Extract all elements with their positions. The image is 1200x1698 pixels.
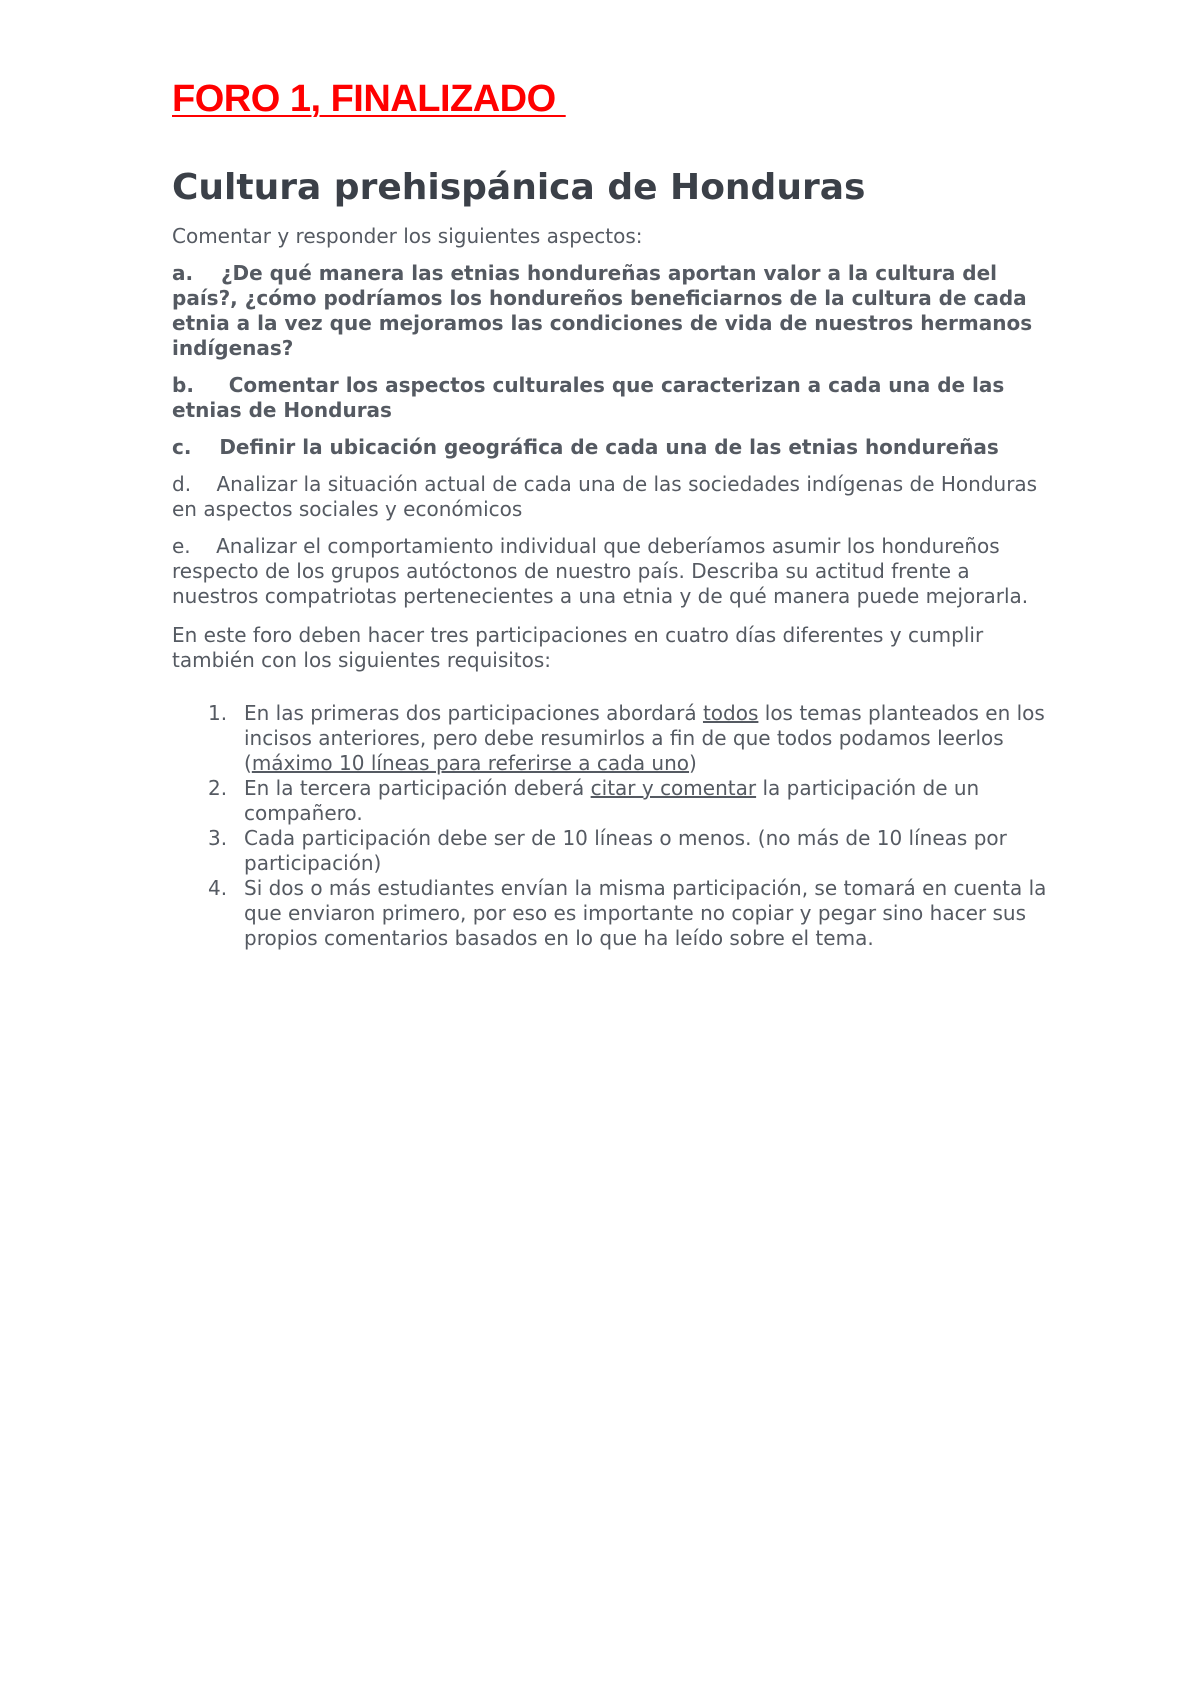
- intro-text: Comentar y responder los siguientes aspectos:: [172, 224, 643, 248]
- question-text: Analizar el comportamiento individual que deberíamos asumir los hondureños respecto de los grupos autóctonos de nuestro país. Describa su actitud frente a nuestros compatriotas pertenecientes a una etnia y de qué manera puede mejorarla.: [172, 534, 1029, 608]
- question-d: [172, 472, 1052, 522]
- requirements-list: [172, 701, 1052, 951]
- status-banner: FORO 1, FINALIZADO: [172, 78, 566, 120]
- question-c: [172, 435, 1052, 460]
- underlined-text: citar y comentar: [590, 776, 757, 800]
- requirement-text: Cada participación debe ser de 10 líneas o menos. (no más de 10 líneas por participación): [244, 826, 1007, 875]
- list-number: 3.: [208, 826, 228, 850]
- list-item: [172, 701, 1052, 776]
- requirement-text: En la tercera participación deberá: [244, 776, 591, 800]
- question-letter: d.: [172, 472, 192, 496]
- question-text: Definir la ubicación geográfica de cada una de las etnias hondureñas: [219, 435, 999, 459]
- question-text: Analizar la situación actual de cada una de las sociedades indígenas de Honduras en aspectos sociales y económicos: [172, 472, 1044, 521]
- question-letter: a.: [172, 261, 194, 285]
- list-number: 4.: [208, 876, 228, 900]
- underlined-text: todos: [702, 701, 759, 725]
- requirement-text: la participación de un compañero.: [244, 776, 980, 825]
- requirement-text: En las primeras dos participaciones abordará: [244, 701, 703, 725]
- question-letter: b.: [172, 373, 194, 397]
- requirement-text: Si dos o más estudiantes envían la misma participación, se tomará en cuenta la que enviaron primero, por eso es importante no copiar y pegar sino hacer sus propios comentarios basados en lo que ha leído sobre el tema.: [244, 876, 1047, 950]
- requirement-text: los temas planteados en los incisos anteriores, pero debe resumirlos a fin de que todos podamos leerlos (: [244, 701, 1045, 775]
- underlined-text: máximo 10 líneas para referirse a cada uno: [251, 751, 690, 775]
- question-e: [172, 534, 1052, 609]
- list-number: 2.: [208, 776, 228, 800]
- requirement-text: ): [689, 751, 697, 775]
- question-letter: c.: [172, 435, 192, 459]
- list-item: [172, 876, 1052, 951]
- question-text: Comentar los aspectos culturales que caracterizan a cada una de las etnias de Honduras: [172, 373, 1012, 422]
- document-page: [172, 76, 1052, 951]
- question-b: [172, 373, 1052, 423]
- page-title: Cultura prehispánica de Honduras: [172, 167, 866, 208]
- list-item: [172, 776, 1052, 826]
- question-a: [172, 261, 1052, 361]
- question-letter: e.: [172, 534, 191, 558]
- list-item: [172, 826, 1052, 876]
- forum-note: En este foro deben hacer tres participaciones en cuatro días diferentes y cumplir también con los siguientes requisitos:: [172, 623, 984, 672]
- list-number: 1.: [208, 701, 228, 725]
- question-text: ¿De qué manera las etnias hondureñas aportan valor a la cultura del país?, ¿cómo podríamos los hondureños beneficiarnos de la cultura de cada etnia a la vez que mejoramos las condiciones de vida de nuestros hermanos indígenas?: [172, 261, 1040, 360]
